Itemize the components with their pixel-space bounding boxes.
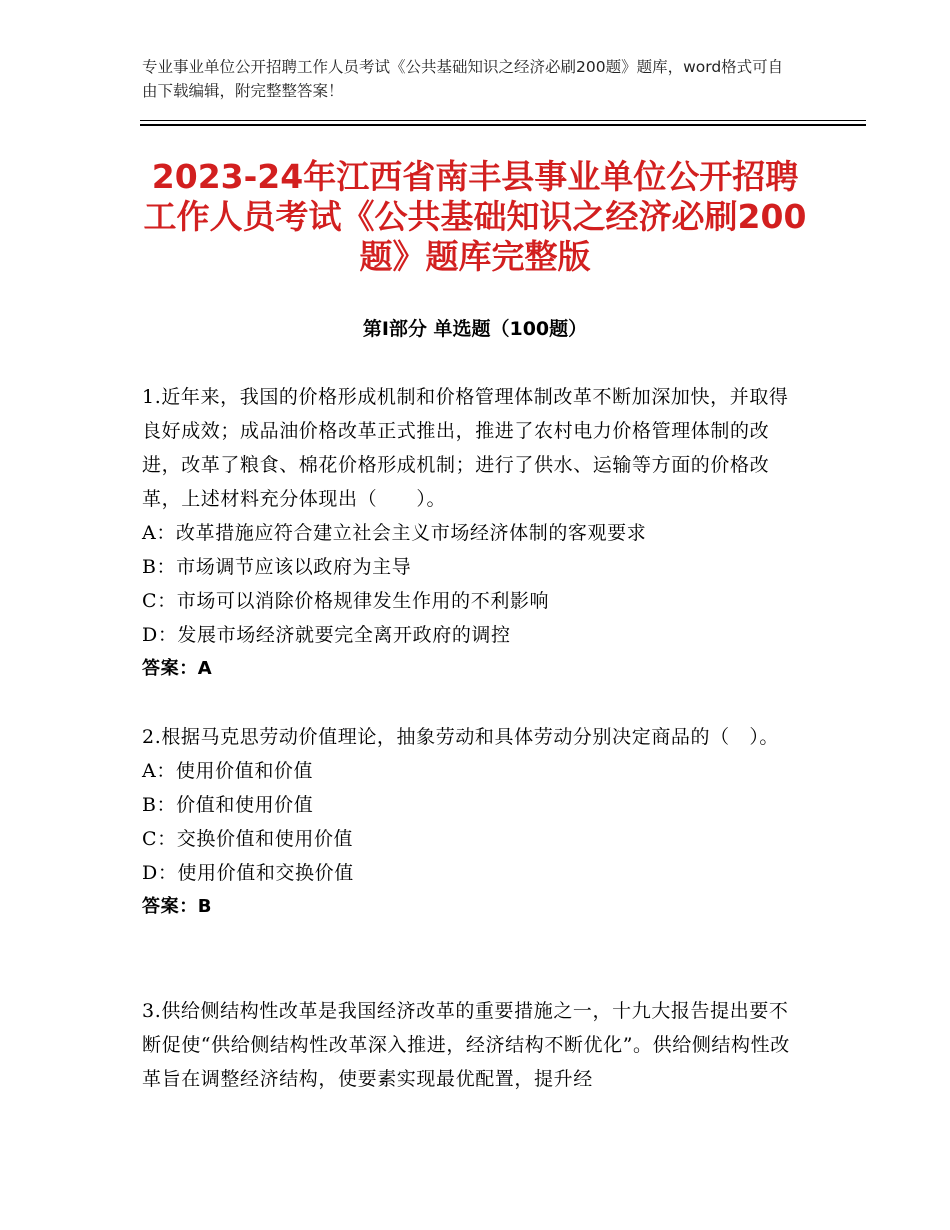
option-c: C：市场可以消除价格规律发生作用的不利影响 bbox=[142, 590, 550, 612]
header-rule-thick bbox=[140, 124, 866, 126]
document-title: 2023-24年江西省南丰县事业单位公开招聘工作人员考试《公共基础知识之经济必刷200题》题库完整版 bbox=[143, 157, 807, 276]
option-a: A：使用价值和价值 bbox=[142, 760, 314, 782]
header-note: 专业事业单位公开招聘工作人员考试《公共基础知识之经济必刷200题》题库，word格式可自由下载编辑，附完整整答案！ bbox=[142, 58, 784, 100]
answer: 答案：A bbox=[142, 658, 213, 679]
option-b: B：市场调节应该以政府为主导 bbox=[142, 556, 412, 578]
option-d: D：发展市场经济就要完全离开政府的调控 bbox=[142, 624, 511, 646]
header-rule-thin bbox=[140, 120, 866, 121]
option-c: C：交换价值和使用价值 bbox=[142, 828, 354, 850]
question-2 bbox=[142, 720, 802, 924]
question-stem: 3.供给侧结构性改革是我国经济改革的重要措施之一，十九大报告提出要不断促使“供给侧结构性改革深入推进，经济结构不断优化”。供给侧结构性改革旨在调整经济结构，使要素实现最优配置，提升经 bbox=[142, 1000, 790, 1090]
option-b: B：价值和使用价值 bbox=[142, 794, 314, 816]
answer: 答案：B bbox=[142, 896, 213, 917]
option-a: A：改革措施应符合建立社会主义市场经济体制的客观要求 bbox=[142, 522, 647, 544]
section-title: 第Ⅰ部分 单选题（100题） bbox=[362, 318, 588, 340]
question-1 bbox=[142, 380, 802, 686]
option-d: D：使用价值和交换价值 bbox=[142, 862, 354, 884]
question-stem: 2.根据马克思劳动价值理论，抽象劳动和具体劳动分别决定商品的（ ）。 bbox=[142, 726, 780, 748]
question-3 bbox=[142, 994, 802, 1096]
question-stem: 1.近年来，我国的价格形成机制和价格管理体制改革不断加深加快，并取得良好成效；成品油价格改革正式推出，推进了农村电力价格管理体制的改进，改革了粮食、棉花价格形成机制；进行了供水、运输等方面的价格改革，上述材料充分体现出（ ）。 bbox=[142, 386, 789, 510]
